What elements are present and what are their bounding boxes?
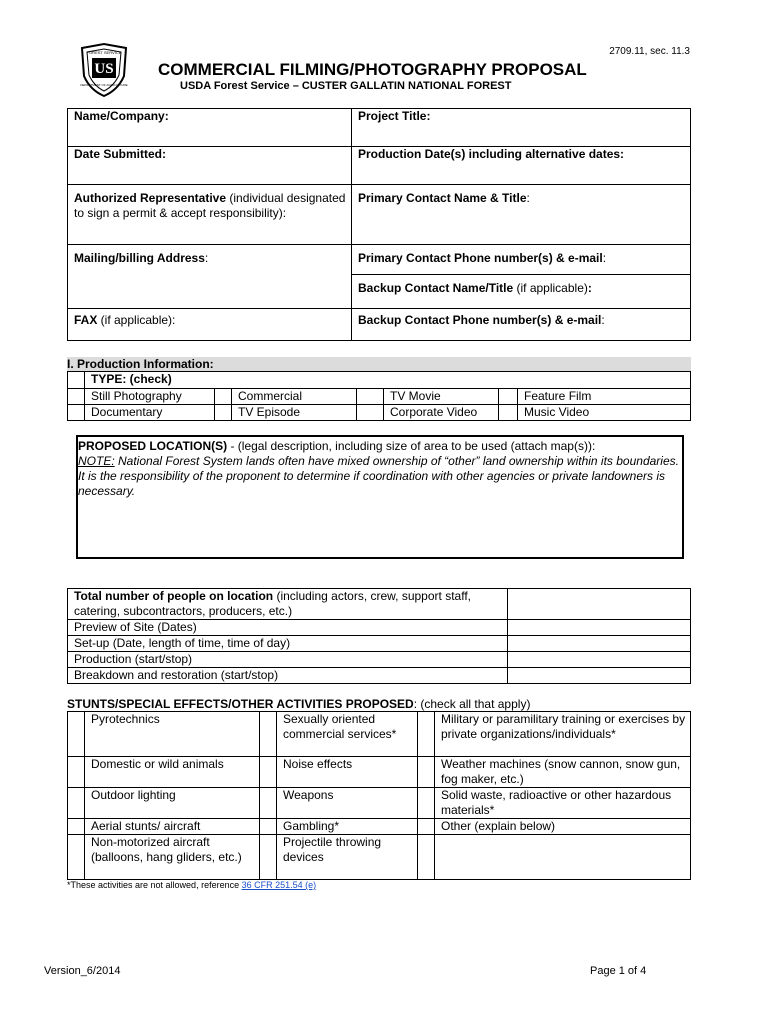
type-option: TV Episode [232, 405, 357, 421]
svg-text:FOREST SERVICE: FOREST SERVICE [86, 50, 122, 55]
stunt-option: Weapons [277, 788, 418, 819]
schedule-row-label: Breakdown and restoration (start/stop) [68, 668, 508, 684]
production-section-title: I. Production Information: [67, 357, 214, 371]
stunt-option: Military or paramilitary training or exercises by private organizations/individuals* [435, 712, 691, 757]
preview-dates-input[interactable] [508, 620, 691, 636]
svg-text:US: US [94, 61, 114, 77]
checkbox-weapons[interactable] [260, 788, 277, 819]
primary-contact-name-field[interactable]: Primary Contact Name & Title: [352, 185, 691, 245]
page-subtitle: USDA Forest Service – CUSTER GALLATIN NATIONAL FOREST [180, 80, 512, 92]
contact-table [67, 108, 691, 341]
checkbox-tv-movie[interactable] [357, 389, 384, 405]
stunt-option: Solid waste, radioactive or other hazardous materials* [435, 788, 691, 819]
schedule-row-label: Set-up (Date, length of time, time of day) [68, 636, 508, 652]
checkbox-hazardous-materials[interactable] [418, 788, 435, 819]
stunt-option: Non-motorized aircraft (balloons, hang gliders, etc.) [85, 835, 260, 880]
stunt-option: Noise effects [277, 757, 418, 788]
checkbox-projectile-devices[interactable] [260, 835, 277, 880]
proposed-location-description: - (legal description, including size of area to be used (attach map(s)): [227, 439, 596, 453]
proposed-location-box[interactable] [76, 435, 684, 559]
stunt-option: Outdoor lighting [85, 788, 260, 819]
stunt-option: Projectile throwing devices [277, 835, 418, 880]
checkbox-empty[interactable] [418, 835, 435, 880]
svg-text:DEPARTMENT OF AGRICULTURE: DEPARTMENT OF AGRICULTURE [80, 83, 128, 87]
total-people-input[interactable] [508, 589, 691, 620]
checkbox-sexually-oriented[interactable] [260, 712, 277, 757]
primary-contact-phone-field[interactable]: Primary Contact Phone number(s) & e-mail: [352, 245, 691, 275]
location-note-label: NOTE: [78, 454, 115, 468]
setup-input[interactable] [508, 636, 691, 652]
stunt-option: Pyrotechnics [85, 712, 260, 757]
checkbox-other[interactable] [418, 819, 435, 835]
date-submitted-field[interactable]: Date Submitted: [68, 147, 352, 185]
checkbox-pyrotechnics[interactable] [68, 712, 85, 757]
stunt-option: Domestic or wild animals [85, 757, 260, 788]
checkbox-non-motorized-aircraft[interactable] [68, 835, 85, 880]
checkbox-outdoor-lighting[interactable] [68, 788, 85, 819]
stunts-label: STUNTS/SPECIAL EFFECTS/OTHER ACTIVITIES PROPOSED: (check all that apply) [67, 697, 531, 711]
backup-contact-phone-field[interactable]: Backup Contact Phone number(s) & e-mail: [352, 309, 691, 341]
page-number: Page 1 of 4 [590, 965, 647, 977]
schedule-row-label: Production (start/stop) [68, 652, 508, 668]
checkbox-noise-effects[interactable] [260, 757, 277, 788]
fax-field[interactable]: FAX (if applicable): [68, 309, 352, 341]
page-title: COMMERCIAL FILMING/PHOTOGRAPHY PROPOSAL [158, 60, 587, 79]
total-people-label: Total number of people on location (including actors, crew, support staff, catering, subcontractors, producers, etc.) [68, 589, 508, 620]
checkbox-corporate-video[interactable] [357, 405, 384, 421]
footnote: *These activities are not allowed, reference 36 CFR 251.54 (e) [67, 880, 317, 890]
mailing-address-field[interactable]: Mailing/billing Address: [68, 245, 352, 309]
forest-service-shield-logo [78, 42, 130, 98]
production-dates-field[interactable]: Production Date(s) including alternative dates: [352, 147, 691, 185]
checkbox-aerial-stunts[interactable] [68, 819, 85, 835]
checkbox-feature-film[interactable] [499, 389, 518, 405]
stunt-option: Gambling* [277, 819, 418, 835]
type-option: Music Video [518, 405, 691, 421]
version-label: Version_6/2014 [44, 965, 121, 977]
production-type-table [67, 371, 691, 421]
checkbox-military-training[interactable] [418, 712, 435, 757]
project-title-field[interactable]: Project Title: [352, 109, 691, 147]
proposed-location-label: PROPOSED LOCATION(S) [78, 439, 228, 453]
checkbox-still-photography[interactable] [68, 389, 85, 405]
checkbox-animals[interactable] [68, 757, 85, 788]
stunt-option: Sexually oriented commercial services* [277, 712, 418, 757]
people-schedule-table [67, 588, 691, 684]
breakdown-input[interactable] [508, 668, 691, 684]
checkbox-gambling[interactable] [260, 819, 277, 835]
name-company-field[interactable]: Name/Company: [68, 109, 352, 147]
stunt-option [435, 835, 691, 880]
checkbox-music-video[interactable] [499, 405, 518, 421]
type-option: Commercial [232, 389, 357, 405]
type-label: TYPE: (check) [85, 372, 691, 389]
stunt-option: Other (explain below) [435, 819, 691, 835]
stunt-option: Aerial stunts/ aircraft [85, 819, 260, 835]
production-input[interactable] [508, 652, 691, 668]
stunts-table [67, 711, 691, 880]
authorized-representative-field[interactable]: Authorized Representative (individual designated to sign a permit & accept responsibility): [68, 185, 352, 245]
checkbox-weather-machines[interactable] [418, 757, 435, 788]
type-option: TV Movie [384, 389, 499, 405]
type-spacer [68, 372, 85, 389]
stunt-option: Weather machines (snow cannon, snow gun, fog maker, etc.) [435, 757, 691, 788]
backup-contact-name-field[interactable]: Backup Contact Name/Title (if applicable): [352, 275, 691, 309]
checkbox-commercial[interactable] [215, 389, 232, 405]
checkbox-documentary[interactable] [68, 405, 85, 421]
location-note-text: National Forest System lands often have mixed ownership of “other” land ownership within its boundaries. It is the responsibility of the proponent to determine if coordination with other agencies or private landowners is necessary. [78, 454, 679, 498]
cfr-reference-link[interactable]: 36 CFR 251.54 (e) [241, 880, 317, 890]
type-option: Still Photography [85, 389, 215, 405]
type-option: Corporate Video [384, 405, 499, 421]
type-option: Documentary [85, 405, 215, 421]
schedule-row-label: Preview of Site (Dates) [68, 620, 508, 636]
type-option: Feature Film [518, 389, 691, 405]
doc-reference: 2709.11, sec. 11.3 [609, 46, 690, 57]
checkbox-tv-episode[interactable] [215, 405, 232, 421]
